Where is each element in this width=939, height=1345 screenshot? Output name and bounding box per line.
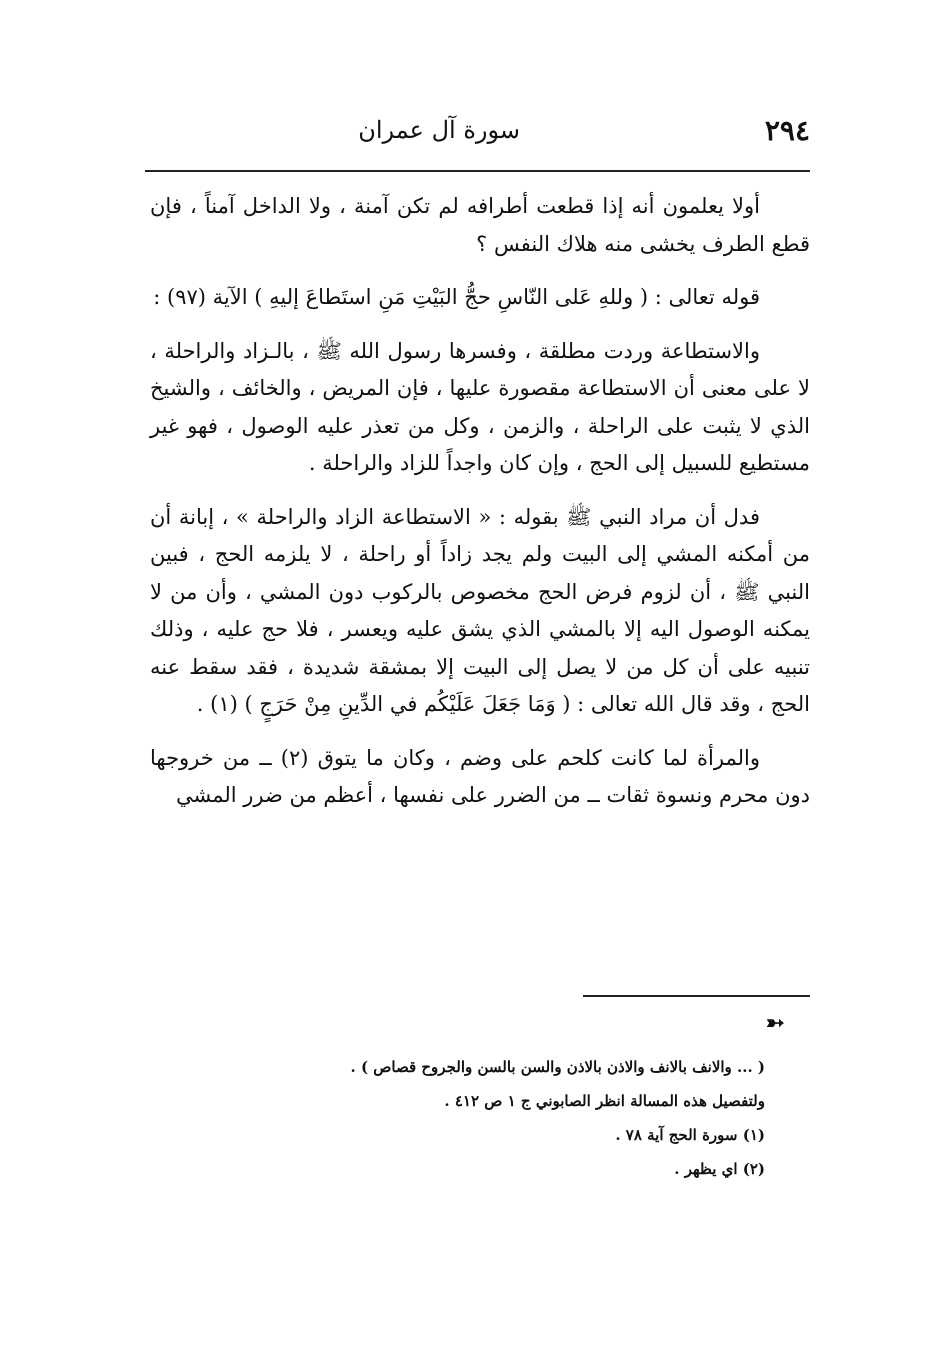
footnote-line: ( ... والانف بالانف والاذن بالاذن والسن بالسن والجروح قصاص ) . — [350, 1058, 765, 1076]
paragraph: فدل أن مراد النبي ﷺ بقوله : « الاستطاعة الزاد والراحلة » ، إبانة أن من أمكنه المشي إلى البيت ولم يجد زاداً أو راحلة ، لا يلزمه الحج ، فبين النبي ﷺ ، أن لزوم فرض الحج مخصوص بالركوب دون المشي ، وأن من لا يمكنه الوصول اليه إلا بالمشي الذي يشق عليه ويعسر ، فلا حج عليه ، وذلك تنبيه على أن كل من لا يصل إلى البيت إلا بمشقة شديدة ، فقد سقط عنه الحج ، وقد قال الله تعالى : ( وَمَا جَعَلَ عَلَيْكُم في الدِّينِ مِنْ حَرَجٍ ) (١) . — [150, 504, 810, 716]
paragraph: والمرأة لما كانت كلحم على وضم ، وكان ما يتوق (٢) ــ من خروجها دون محرم ونسوة ثقات ــ من الضرر على نفسها ، أعظم من ضرر المشي — [150, 745, 810, 807]
paragraph: قوله تعالى : ( وللهِ عَلى النّاسِ حجُّ البَيْتِ مَنِ استَطاعَ إليهِ ) الآية (٩٧) : — [153, 285, 760, 309]
main-text — [150, 188, 810, 815]
surah-title: سورة آل عمران — [358, 116, 520, 144]
page-number: ٢٩٤ — [764, 114, 810, 147]
footnote-divider — [583, 995, 810, 997]
footnotes — [220, 1050, 765, 1186]
header-divider — [145, 170, 810, 172]
footnote-line: (١) سورة الحج آية ٧٨ . — [615, 1126, 765, 1144]
paragraph: أولا يعلمون أنه إذا قطعت أطرافه لم تكن آمنة ، ولا الداخل آمناً ، فإن قطع الطرف يخشى منه هلاك النفس ؟ — [150, 194, 810, 256]
footnote-line: ولتفصيل هذه المسالة انظر الصابوني ج ١ ص ٤١٢ . — [444, 1092, 765, 1110]
paragraph: والاستطاعة وردت مطلقة ، وفسرها رسول الله ﷺ ، بالـزاد والراحلة ، لا على معنى أن الاستطاعة مقصورة عليها ، فإن المريض ، والخائف ، والشيخ الذي لا يثبت على الراحلة ، والزمن ، وكل من تعذر عليه الوصول ، فهو غير مستطيع للسبيل إلى الحج ، وإن كان واجداً للزاد والراحلة . — [150, 338, 810, 475]
page-header — [150, 108, 810, 156]
arrow-icon: ➳ — [766, 1010, 782, 1036]
footnote-line: (٢) اي يظهر . — [674, 1160, 765, 1178]
